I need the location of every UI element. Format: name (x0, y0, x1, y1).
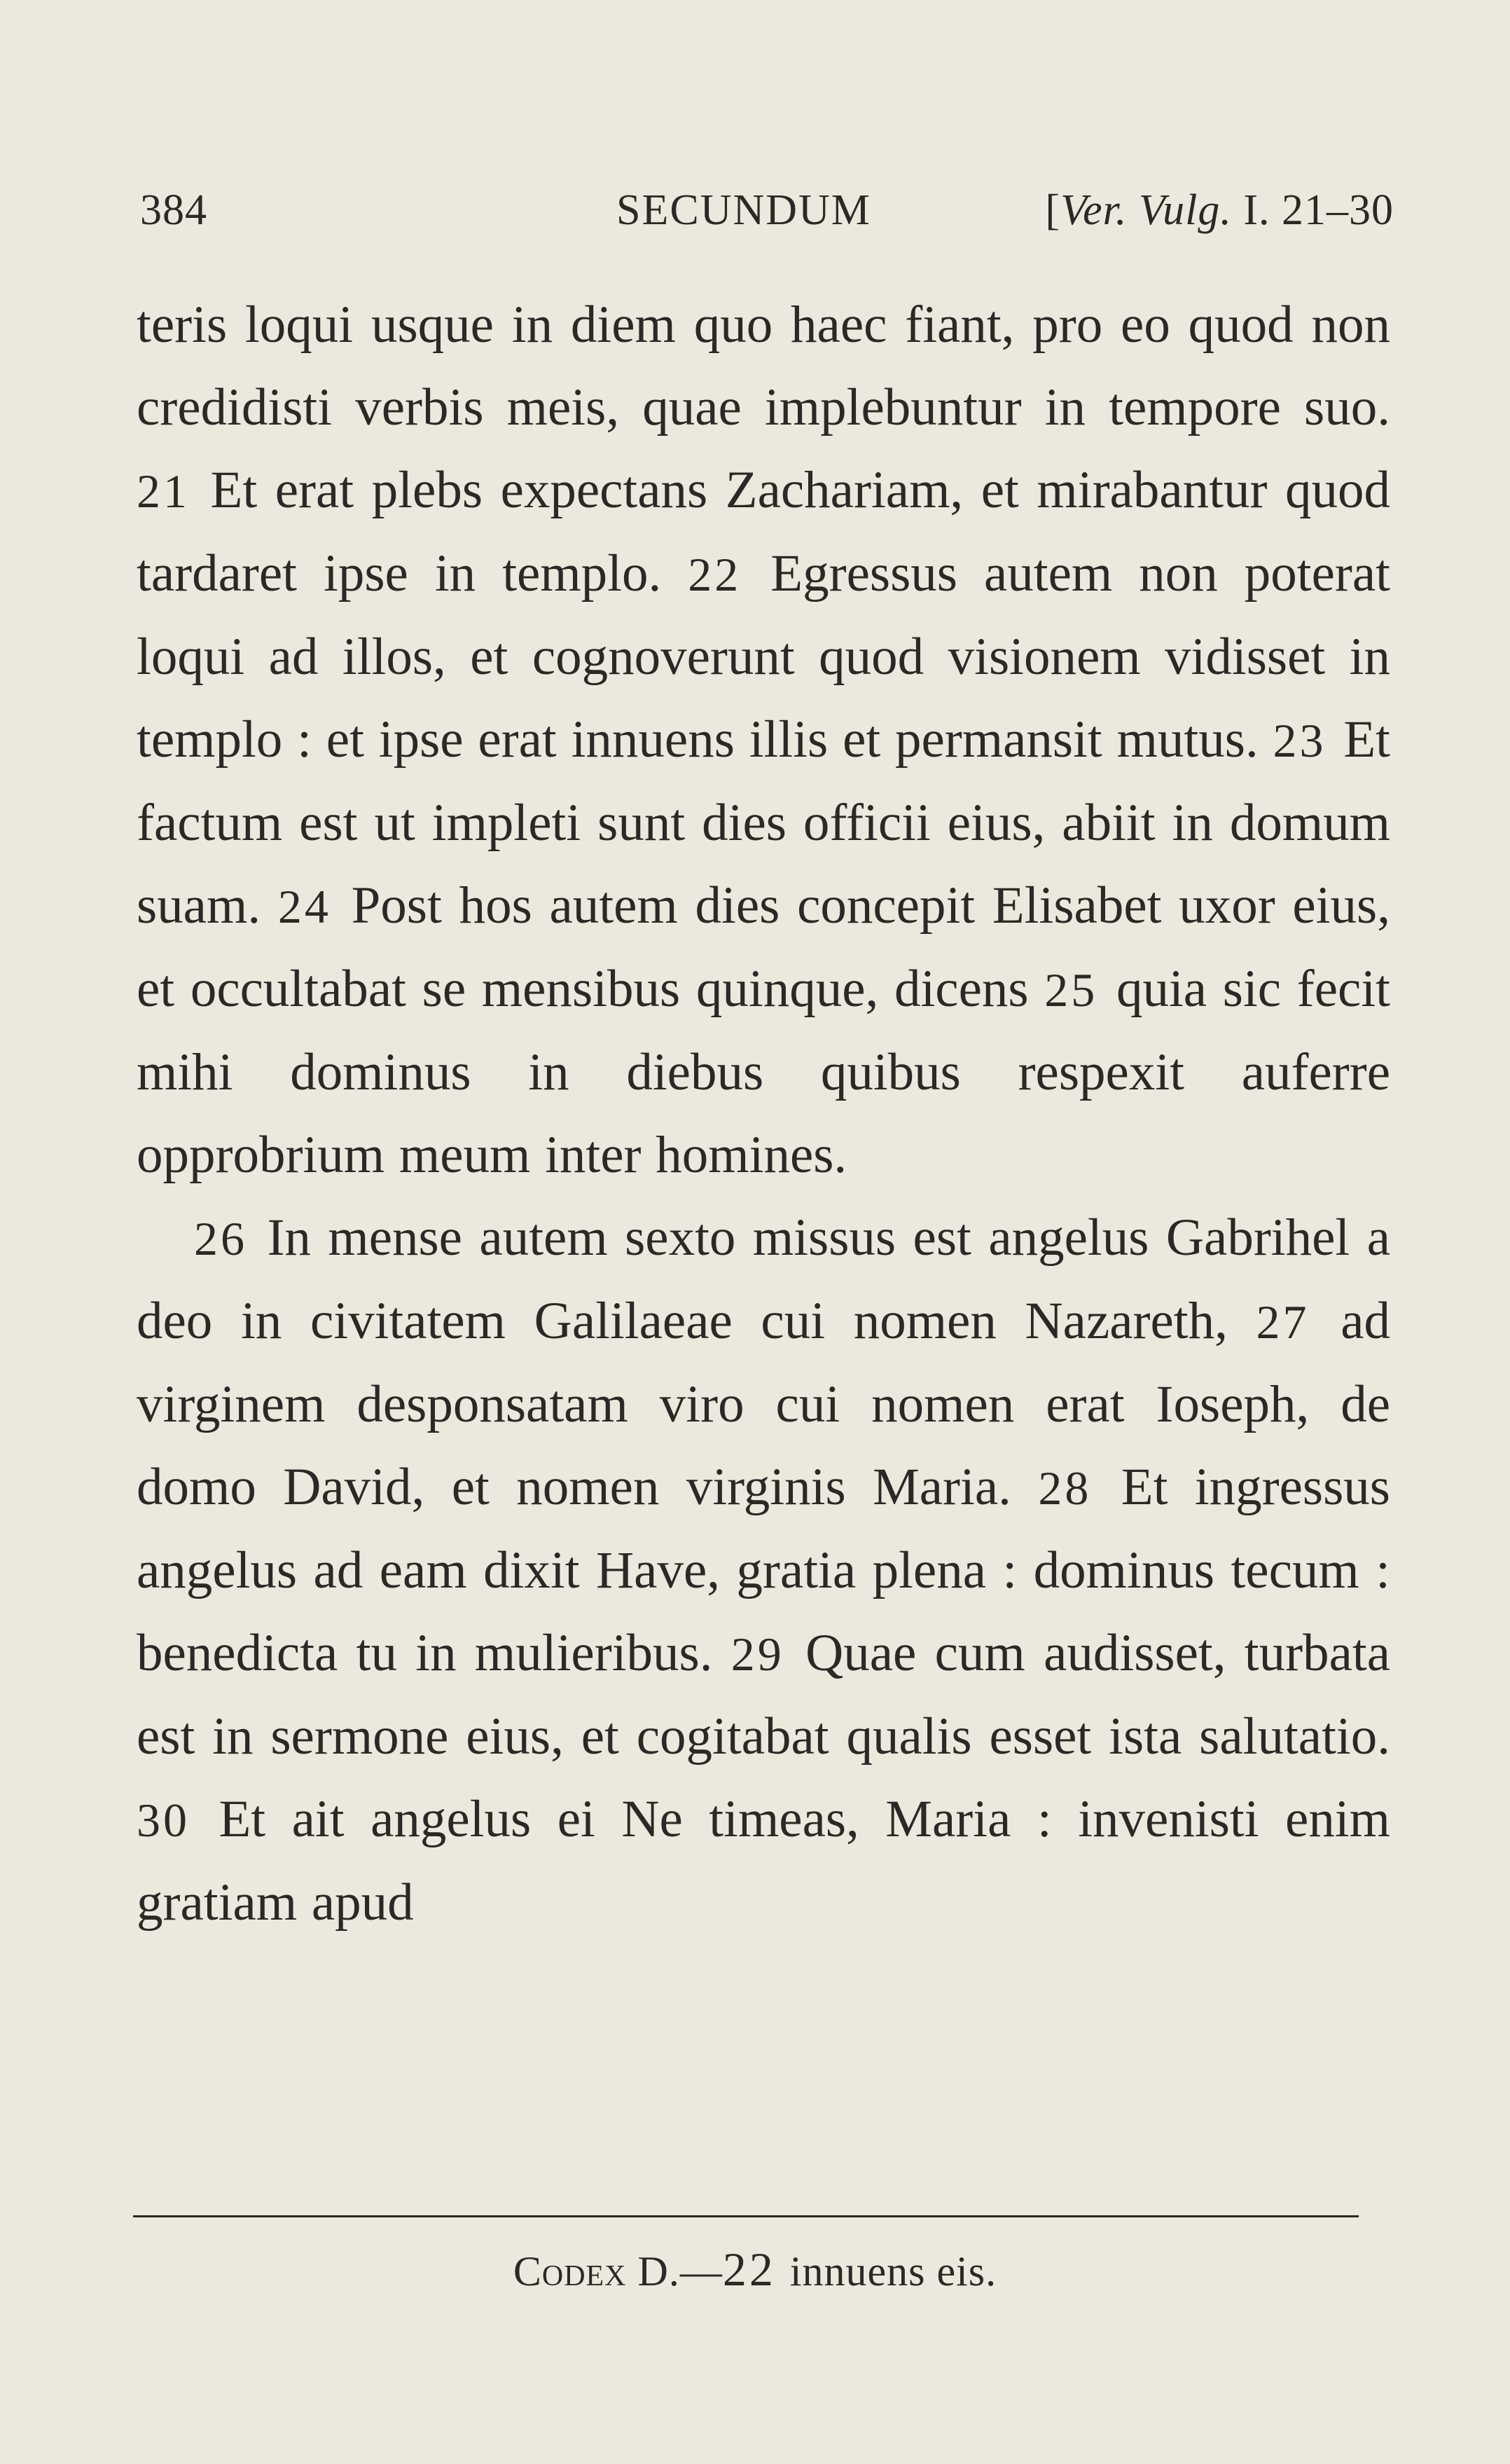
ref-version: Ver. Vulg. (1060, 186, 1232, 234)
paragraph-1 (137, 284, 1390, 1197)
verse-27-text: ad virginem desponsatam viro cui nomen erat Ioseph, de domo David, et nomen virginis Maria. (137, 1292, 1390, 1516)
verse-number-25: 25 (1044, 963, 1098, 1017)
ref-bracket: [ (1045, 186, 1061, 234)
verse-26-text: In mense autem sexto missus est angelus Gabrihel a deo in civitatem Galilaeae cui nomen Nazareth, (137, 1209, 1390, 1350)
verse-number-23: 23 (1273, 714, 1327, 767)
verse-22-text: Egressus autem non poterat loqui ad illos, et cognoverunt quod visionem vidisset in templo : et ipse erat innuens illis et permansit mutus. (137, 544, 1390, 769)
text-segment: teris loqui usque in diem quo haec fiant, pro eo quod non credidisti verbis meis, quae implebuntur in tempore suo. (137, 296, 1390, 436)
verse-number-28: 28 (1038, 1461, 1092, 1515)
running-title: SECUNDUM (616, 186, 871, 234)
verse-23-text: Et factum est ut impleti sunt dies officii eius, abiit in domum suam. (137, 710, 1391, 935)
verse-21-text: Et erat plebs expectans Zachariam, et mirabantur quod tardaret ipse in templo. (137, 461, 1390, 603)
verse-25-text: quia sic fecit mihi dominus in diebus quibus respexit auferre opprobrium meum inter homines. (137, 960, 1390, 1184)
footnote-dash: — (679, 2248, 723, 2294)
footnote (0, 2242, 1510, 2297)
verse-number-22: 22 (688, 548, 742, 601)
body-text (137, 284, 1390, 1944)
ref-chapter-verses: I. 21–30 (1231, 186, 1394, 234)
footnote-verse-number: 22 (722, 2243, 776, 2296)
verse-number-24: 24 (277, 880, 331, 933)
verse-number-26: 26 (194, 1212, 247, 1265)
paragraph-2 (137, 1197, 1390, 1944)
footnote-rule (133, 2215, 1359, 2217)
verse-number-21: 21 (137, 464, 190, 518)
verse-30-text: Et ait angelus ei Ne timeas, Maria : invenisti enim gratiam apud (137, 1790, 1390, 1932)
chapter-reference (1045, 186, 1394, 235)
verse-29-text: Quae cum audisset, turbata est in sermone eius, et cogitabat qualis esset ista salutatio. (137, 1624, 1390, 1766)
verse-number-30: 30 (137, 1794, 190, 1847)
page-number: 384 (140, 186, 207, 234)
running-header (140, 186, 1394, 249)
verse-number-27: 27 (1256, 1295, 1310, 1349)
footnote-codex: Codex D. (513, 2248, 680, 2294)
verse-number-29: 29 (730, 1627, 784, 1681)
verse-24-text: Post hos autem dies concepit Elisabet uxor eius, et occultabat se mensibus quinque, dicens (137, 876, 1390, 1018)
verse-28-text: Et ingressus angelus ad eam dixit Have, gratia plena : dominus tecum : benedicta tu in mulieribus. (137, 1458, 1390, 1682)
footnote-text: innuens eis. (778, 2248, 997, 2294)
